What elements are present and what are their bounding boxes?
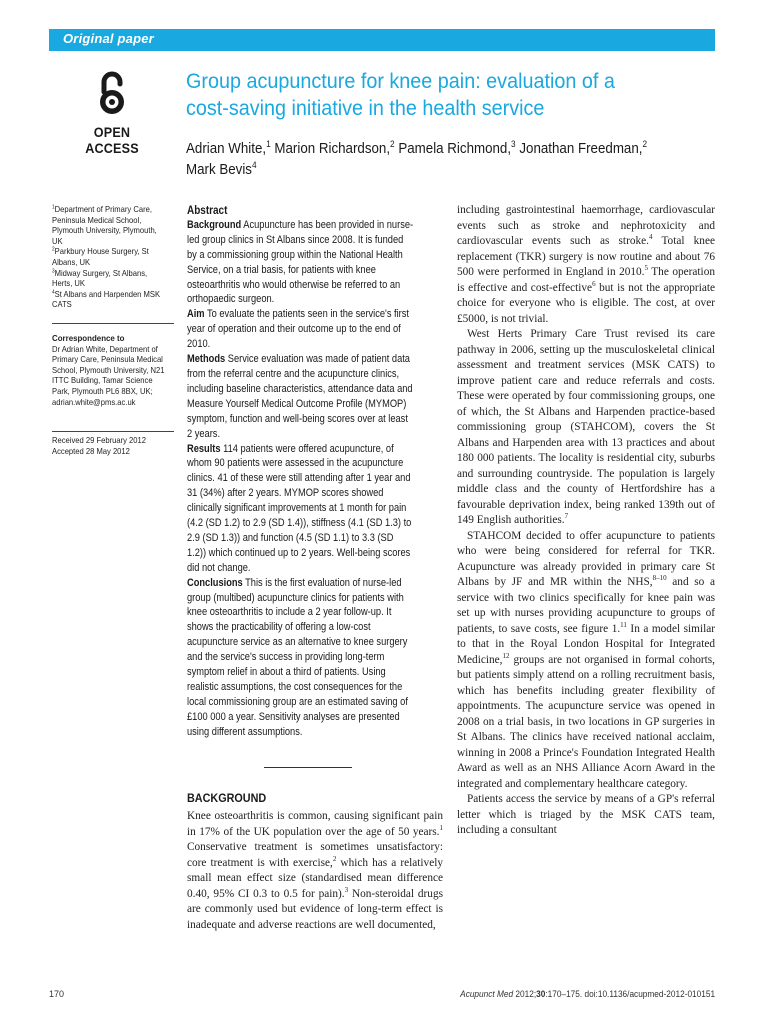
affiliation-text: Department of Primary Care, Peninsula Medical School, Plymouth University, Plymouth, UK <box>52 205 157 246</box>
affiliation-text: Parkbury House Surgery, St Albans, UK <box>52 247 149 267</box>
accepted-date: Accepted 28 May 2012 <box>52 446 130 456</box>
citation-volume: 30 <box>536 989 546 999</box>
paragraph <box>457 203 715 327</box>
text-run: In a model similar to that in the Royal London Hospital for Integrated Medicine, <box>457 622 715 666</box>
journal-name: Acupunct Med <box>460 989 514 999</box>
affiliation-number: 4 <box>52 289 55 296</box>
citation-ref[interactable]: 11 <box>620 620 627 629</box>
abstract-methods <box>187 352 414 441</box>
text-run: Knee osteoarthritis is common, causing significant pain in 17% of the UK population over the age of 50 years. <box>187 810 443 838</box>
correspondence-block <box>52 333 169 408</box>
article-title-line-1: Group acupuncture for knee pain: evaluation of a <box>186 69 615 93</box>
journal-citation <box>460 989 715 999</box>
section-heading-background: BACKGROUND <box>187 791 267 805</box>
abstract-text: 114 patients were offered acupuncture, of whom 90 patients were assessed in the acupuncture clinics. 41 of these were still attending after 1 year and 31 (34%) after 2 years. MYMOP scores showed clinically significant improvements at 1 month for pain (4.2 (SD 1.2) to 2.9 (SD 1.4)), stiffness (4.1 (SD 1.3) to 2.9 (SD 1.3)) and function (4.5 (SD 1.1) to 3.3 (SD 1.2)) which continued up to 2 years. Well-being scores did not change. <box>187 442 412 574</box>
affiliations <box>52 205 169 311</box>
text-run: groups are not organised in formal cohorts, but patients simply attend on a rolling recruitment basis, which has benefits including greater flexibility of appointments. The acupuncture service was opened in 2008 on a trial basis, in two locations in GP surgeries in St Albans. The clinics have received national acclaim, winning in 2008 a Prince's Foundation Integrated Health Award as well as an NHS Alliance Acorn Award in the integrated and complementary healthcare category. <box>457 653 715 790</box>
article-title <box>186 68 664 122</box>
divider <box>52 323 174 324</box>
abstract-text: Acupuncture has been provided in nurse-led group clinics in St Albans since 2008. It is funded by a commissioning group within the National Health Service, on a trial basis, for patients with knee osteoarthritis who would otherwise be referred to an orthopaedic surgeon. <box>187 218 414 306</box>
open-access-badge <box>62 70 162 156</box>
author-name: Mark Bevis <box>186 162 252 178</box>
affiliation-number: 2 <box>52 246 55 253</box>
author-affiliation-ref: 4 <box>251 160 257 171</box>
abstract-label: Aim <box>187 308 205 321</box>
article-type-label: Original paper <box>63 31 154 46</box>
affiliation-number: 1 <box>52 204 55 211</box>
paragraph <box>457 529 715 793</box>
dates-block <box>52 436 169 457</box>
correspondence-heading: Correspondence to <box>52 333 125 343</box>
citation-ref[interactable]: 12 <box>502 651 510 660</box>
citation-ref[interactable]: 1 <box>439 823 443 832</box>
text-run: The operation is effective and cost-effective <box>457 266 715 294</box>
author-list <box>186 139 664 181</box>
abstract-background <box>187 218 414 307</box>
abstract-conclusions <box>187 576 414 740</box>
text-run: Total knee replacement (TKR) surgery is now routine and about 76 500 were performed in England in 2010. <box>457 235 715 278</box>
author-name: Pamela Richmond, <box>394 141 512 157</box>
text-run: and so a service with two clinics specifically for knee pain was set up with nurses providing acupuncture to groups of patients, to save costs, see figure 1. <box>457 576 715 635</box>
citation-ref[interactable]: 4 <box>648 233 653 242</box>
citation-ref[interactable]: 2 <box>332 854 337 863</box>
citation-ref[interactable]: 8–10 <box>652 574 667 583</box>
correspondence-email[interactable]: adrian.white@pms.ac.uk <box>52 397 136 407</box>
author-name: Marion Richardson, <box>270 141 391 157</box>
text-run: which has a relatively small mean effect size (standardised mean difference 0.40, 95% CI 0.3 to 0.5 for pain). <box>187 856 444 900</box>
affiliation-text: St Albans and Harpenden MSK CATS <box>52 289 161 310</box>
abstract-text: To evaluate the patients seen in the service's first year of operation and their outcome up to the end of 2010. <box>187 308 409 351</box>
text-run: including gastrointestinal haemorrhage, cardiovascular events such as stroke and nephrotoxicity and cardiovascular events such as stroke. <box>457 204 715 247</box>
abstract-label: Results <box>187 442 221 455</box>
citation-year: 2012; <box>513 989 537 999</box>
affiliation-item <box>52 290 169 311</box>
citation-ref[interactable]: 3 <box>344 885 349 894</box>
affiliation-item <box>52 269 169 290</box>
body-column-right <box>457 203 715 839</box>
text-run: West Herts Primary Care Trust revised its care pathway in 2006, setting up the musculoskeletal clinical assessment and treatment services (MSK CATS) to improve patient care and reduce referrals and costs. These were operated by four commissioning groups, one of which, the St Albans and Harpenden practice-based commissioning group (STAHCOM), covers the St Albans and Harpenden area with 13 practices and about 180 000 patients. The locality is residential city, suburbs and surrounding countryside. The population is largely middle class and the county of Hertfordshire has a favourable deprivation index, being ranked 139th out of 149 English authorities. <box>457 328 715 526</box>
affiliation-text: Midway Surgery, St Albans, Herts, UK <box>52 268 148 289</box>
text-run: Conservative treatment is sometimes unsatisfactory: core treatment is with exercise, <box>187 841 443 869</box>
page-number: 170 <box>49 989 65 999</box>
text-run: Non-steroidal drugs are commonly used but evidence of long-term effect is inadequate and adverse reactions are well documented, <box>187 887 443 931</box>
paragraph <box>457 327 715 529</box>
abstract-text: Service evaluation was made of patient data from the referral centre and the acupuncture clinics, including baseline characteristics, attendance data and Measure Yourself Medical Outcome Profile (MYMOP) symptom, function and well-being scores over at least 2 years. <box>187 353 413 440</box>
author-name: Adrian White, <box>186 141 267 157</box>
abstract-label: Methods <box>187 353 226 366</box>
article-type-banner <box>49 29 715 51</box>
abstract-heading: Abstract <box>187 203 228 217</box>
correspondence-address: Dr Adrian White, Department of Primary Care, Peninsula Medical School, Plymouth University, N21 ITTC Building, Tamar Science Park, Plymouth PL6 8BX, UK; <box>52 344 165 396</box>
citation-doi[interactable]: :170–175. doi:10.1136/acupmed-2012-010151 <box>545 989 715 999</box>
text-run: STAHCOM decided to offer acupuncture to patients who were being considered for referral for TKR. Acupuncture was already provided in primary care St Albans by JF and MR within the NHS, <box>457 529 715 588</box>
author-affiliation-ref: 2 <box>642 139 648 150</box>
abstract-label: Background <box>187 218 242 231</box>
open-access-lock-icon <box>96 70 128 118</box>
paragraph <box>187 809 443 933</box>
author-affiliation-ref: 2 <box>390 139 395 150</box>
abstract-text: This is the first evaluation of nurse-led group (multibed) acupuncture clinics for patients with knee osteoarthritis to include a 2 year follow-up. It shows the practicability of offering a low-cost acupuncture service as an alternative to knee surgery and the service's success in providing long-term symptom relief in about a third of patients. Using realistic assumptions, the cost consequences for the local commissioning group are an estimated saving of £100 000 a year. Sensitivity analyses are presented using different assumptions. <box>187 576 408 738</box>
paragraph: Patients access the service by means of a GP's referral letter which is triaged by the MSK CATS team, including a consultant <box>457 793 715 836</box>
affiliation-item <box>52 247 169 268</box>
article-title-line-2: cost-saving initiative in the health service <box>186 96 545 120</box>
text-run: but is not the appropriate choice for everyone who is eligible. The cost, at over £5000, is not trivial. <box>457 281 715 325</box>
received-date: Received 29 February 2012 <box>52 436 146 445</box>
background-body <box>187 809 443 933</box>
open-access-label: OPEN ACCESS <box>85 124 139 156</box>
divider <box>52 431 174 432</box>
citation-ref[interactable]: 6 <box>592 279 596 288</box>
affiliation-number: 3 <box>52 267 55 274</box>
citation-ref[interactable]: 7 <box>564 512 569 521</box>
author-affiliation-ref: 3 <box>511 139 516 150</box>
author-name: Jonathan Freedman, <box>515 141 643 157</box>
abstract-label: Conclusions <box>187 576 243 589</box>
divider <box>264 767 352 768</box>
author-line-1 <box>186 139 664 160</box>
affiliation-item <box>52 205 169 247</box>
abstract-results <box>187 442 414 576</box>
author-affiliation-ref: 1 <box>266 139 271 150</box>
abstract <box>187 203 414 740</box>
abstract-aim <box>187 307 414 352</box>
citation-ref[interactable]: 5 <box>644 264 648 273</box>
author-line-2 <box>186 160 664 181</box>
